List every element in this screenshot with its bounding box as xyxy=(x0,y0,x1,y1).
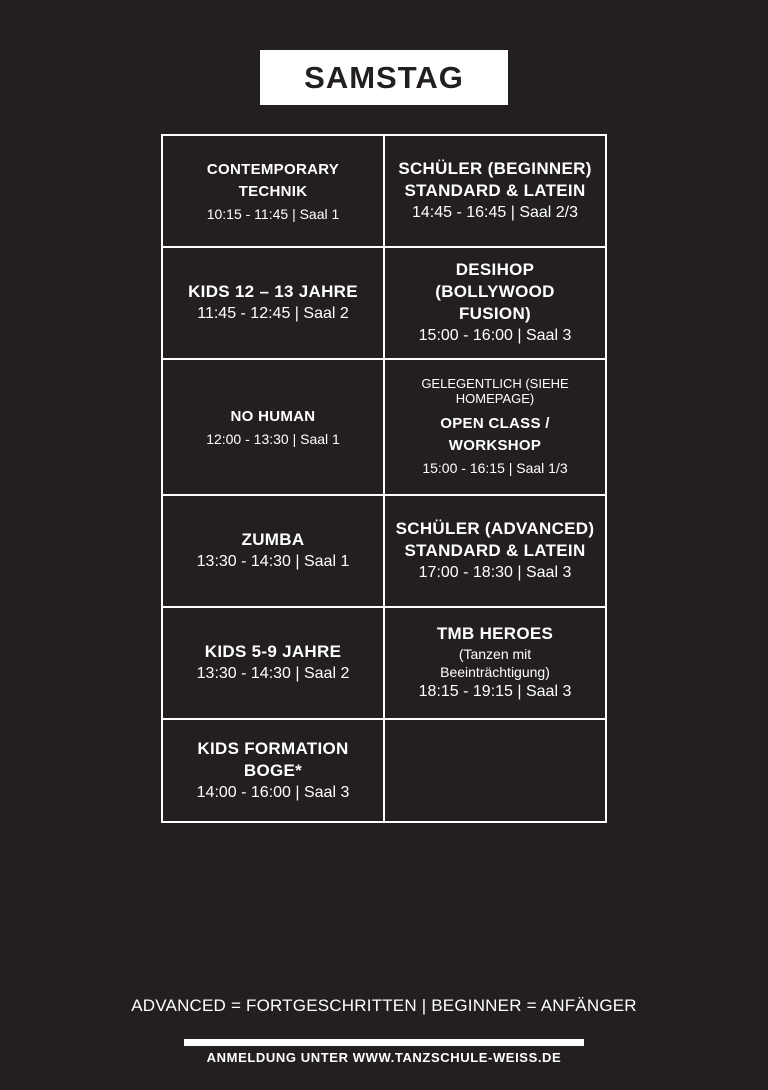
schedule-cell xyxy=(163,248,383,358)
course-name: NO HUMAN xyxy=(230,407,316,425)
course-name: DESIHOP (BOLLYWOOD FUSION) xyxy=(435,260,555,323)
course-time: 15:00 - 16:15 | Saal 1/3 xyxy=(422,460,568,476)
course-time: 12:00 - 13:30 | Saal 1 xyxy=(206,430,340,447)
schedule-cell xyxy=(385,496,605,606)
course-name: OPEN CLASS / WORKSHOP xyxy=(440,415,550,454)
divider xyxy=(184,1039,584,1046)
schedule-cell xyxy=(163,720,383,821)
course-time: 11:45 - 12:45 | Saal 2 xyxy=(197,305,349,322)
course-time: 15:00 - 16:00 | Saal 3 xyxy=(418,327,572,344)
course-name: TMB HEROES xyxy=(436,624,554,643)
schedule-cell xyxy=(163,360,383,494)
course-time: 13:30 - 14:30 | Saal 2 xyxy=(196,665,350,682)
course-time: 14:45 - 16:45 | Saal 2/3 xyxy=(411,204,579,221)
schedule-cell xyxy=(163,136,383,246)
course-note: (Tanzen mit Beeinträchtigung) xyxy=(440,646,550,680)
course-name: ZUMBA xyxy=(241,530,305,549)
course-time: 17:00 - 18:30 | Saal 3 xyxy=(418,564,572,581)
course-time: 14:00 - 16:00 | Saal 3 xyxy=(196,783,350,801)
course-time: 18:15 - 19:15 | Saal 3 xyxy=(418,683,572,700)
schedule-cell xyxy=(385,136,605,246)
course-name: KIDS FORMATION BOGE* xyxy=(197,738,349,780)
level-legend: ADVANCED = FORTGESCHRITTEN | BEGINNER = ANFÄNGER xyxy=(131,996,637,1015)
course-name: CONTEMPORARY TECHNIK xyxy=(206,160,340,200)
signup-link-text: ANMELDUNG UNTER WWW.TANZSCHULE-WEISS.DE xyxy=(206,1050,562,1065)
day-title-box xyxy=(260,50,508,105)
schedule-cell xyxy=(385,248,605,358)
schedule-cell xyxy=(163,496,383,606)
course-name: KIDS 5-9 JAHRE xyxy=(204,642,342,661)
course-name: SCHÜLER (BEGINNER) STANDARD & LATEIN xyxy=(398,159,592,200)
day-title: SAMSTAG xyxy=(304,59,464,95)
course-hint: GELEGENTLICH (SIEHE HOMEPAGE) xyxy=(421,376,569,406)
course-time: 13:30 - 14:30 | Saal 1 xyxy=(196,553,350,570)
schedule-cell xyxy=(385,608,605,718)
schedule-table xyxy=(161,134,607,823)
course-time: 10:15 - 11:45 | Saal 1 xyxy=(206,205,340,222)
schedule-cell xyxy=(163,608,383,718)
schedule-cell xyxy=(385,360,605,494)
course-name: KIDS 12 – 13 JAHRE xyxy=(188,282,358,301)
course-name: SCHÜLER (ADVANCED) STANDARD & LATEIN xyxy=(395,519,595,560)
empty-cell xyxy=(385,720,605,821)
